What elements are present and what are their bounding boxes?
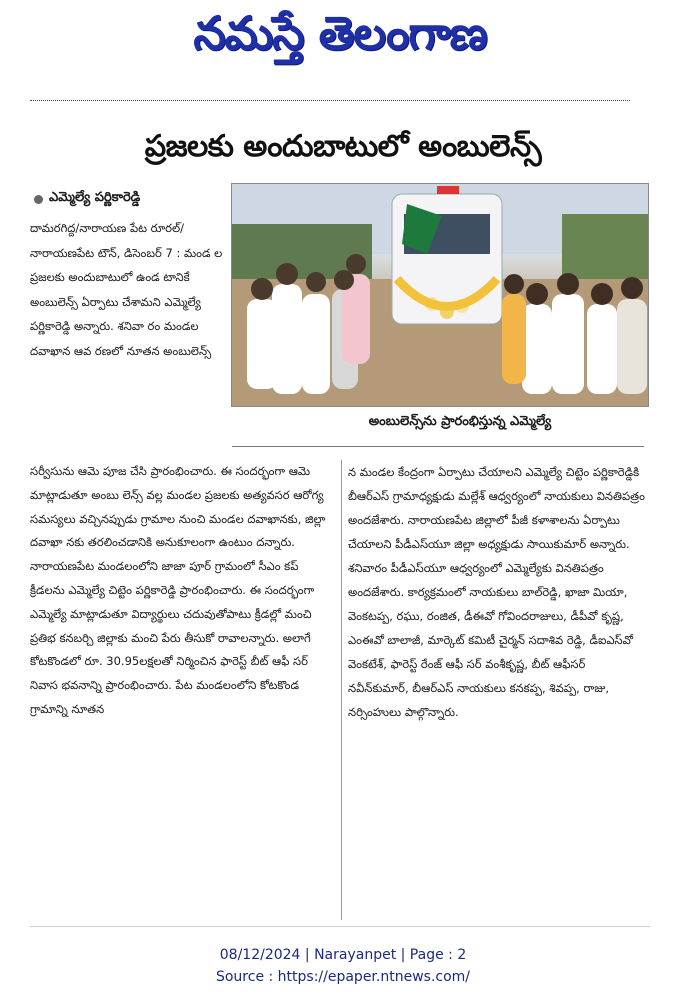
masthead-divider [30, 100, 630, 107]
article-text: న మండల కేంద్రంగా ఏర్పాటు చేయాలని ఎమ్మెల్యే చిట్టెం పర్ణికారెడ్డికి బీఆర్ఎస్ గ్రామాధ్యక్షుడు మల్లేశ్ ఆధ్వర్యంలో నాయకులు వినతిపత్రం అందజేశారు. నారాయణపేట జిల్లాలో పీజీ కళాశాలను ఏర్పాటు చేయాలని పీడీఎస్‌యూ జిల్లా అధ్యక్షుడు సాయికుమార్ అన్నారు. శనివారం పీడీఎస్‌యూ ఆధ్వర్యంలో ఎమ్మెల్యేకు వినతిపత్రం అందజేశారు. కార్యక్రమంలో నాయకులు బాల్‌రెడ్డి, ఖాజా మియా, వెంకటప్ప, రఘు, రంజిత, డీఈవో గోవిందరాజులు, డీపీవో కృష్ణ, ఎంఈవో బాలాజీ, మార్కెట్ కమిటీ చైర్మన్ సదాశివ రెడ్డి, డీఐఎస్‌వో వెంకటేశ్, ఫారెస్ట్ రేంజ్ ఆఫీ సర్ వంశీకృష్ణ, బీట్ ఆఫీసర్ నవీన్‌కుమార్, బీఆర్ఎస్ నాయకులు కనకప్ప, శివప్ప, రాజు, నర్సింహులు పాల్గొన్నారు. [348, 465, 645, 719]
article-column-left-top [30, 216, 228, 460]
article-photo [231, 183, 649, 407]
photo-scene [232, 184, 648, 406]
column-divider [341, 460, 342, 920]
article-headline: ప్రజలకు అందుబాటులో అంబులెన్స్ [144, 129, 542, 164]
article-text: దామరగిద్ద/నారాయణ పేట రూరల్/నారాయణపేట టౌన్, డిసెంబర్ 7 : మండ ల ప్రజలకు అందుబాటులో ఉండ టానికే అంబులెన్స్ ఏర్పాటు చేశామని ఎమ్మెల్యే పర్ణికారెడ్డి అన్నారు. శనివా రం మండల దవాఖాన ఆవ రణలో నూతన అంబులెన్స్ [30, 221, 223, 358]
article-column-left-bottom [30, 460, 335, 928]
masthead-logo: నమస్తే తెలంగాణ [193, 6, 487, 60]
byline-text: ఎమ్మెల్యే పర్ణికారెడ్డి [49, 190, 141, 205]
photo-caption: అంబులెన్స్‌ను ప్రారంభిస్తున్న ఎమ్మెల్యే [368, 414, 552, 429]
footer-divider [30, 926, 650, 927]
article-column-right [348, 460, 648, 920]
article-byline [34, 188, 230, 210]
page-footer [0, 944, 686, 988]
caption-divider [232, 446, 644, 447]
footer-source-link[interactable]: Source : https://epaper.ntnews.com/ [215, 969, 471, 985]
footer-meta: 08/12/2024 | Narayanpet | Page : 2 [219, 947, 467, 963]
article-text: సర్వీసును ఆమె పూజ చేసి ప్రారంభించారు. ఈ సందర్భంగా ఆమె మాట్లాడుతూ అంబు లెన్స్ వల్ల మండల ప్రజలకు అత్యవసర ఆరోగ్య సమస్యలు వచ్చినప్పుడు గ్రామాల నుంచి మండల దవాఖానకు, జిల్లా దవాఖా నకు తరలించడానికి అనుకూలంగా ఉంటుం దన్నారు. నారాయణపేట మండలంలోని జాజా పూర్ గ్రామంలో సీఎం కప్ క్రీడలను ఎమ్మెల్యే చిట్టెం పర్ణికారెడ్డి ప్రారంభించారు. ఈ సందర్భంగా ఎమ్మెల్యే మాట్లాడుతూ విద్యార్థులు చదువుతోపాటు క్రీడల్లో మంచి ప్రతిభ కనబర్చి జిల్లాకు మంచి పేరు తీసుకో రావాలన్నారు. అలాగే కోటకొండలో రూ. 30.95లక్షలతో నిర్మించిన ఫారెస్ట్ బీట్ ఆఫీ సర్ నివాస భవనాన్ని ప్రారంభించారు. పేట మండలంలోని కోటకొండ గ్రామాన్ని నూతన [30, 464, 326, 716]
bullet-icon [34, 195, 43, 204]
